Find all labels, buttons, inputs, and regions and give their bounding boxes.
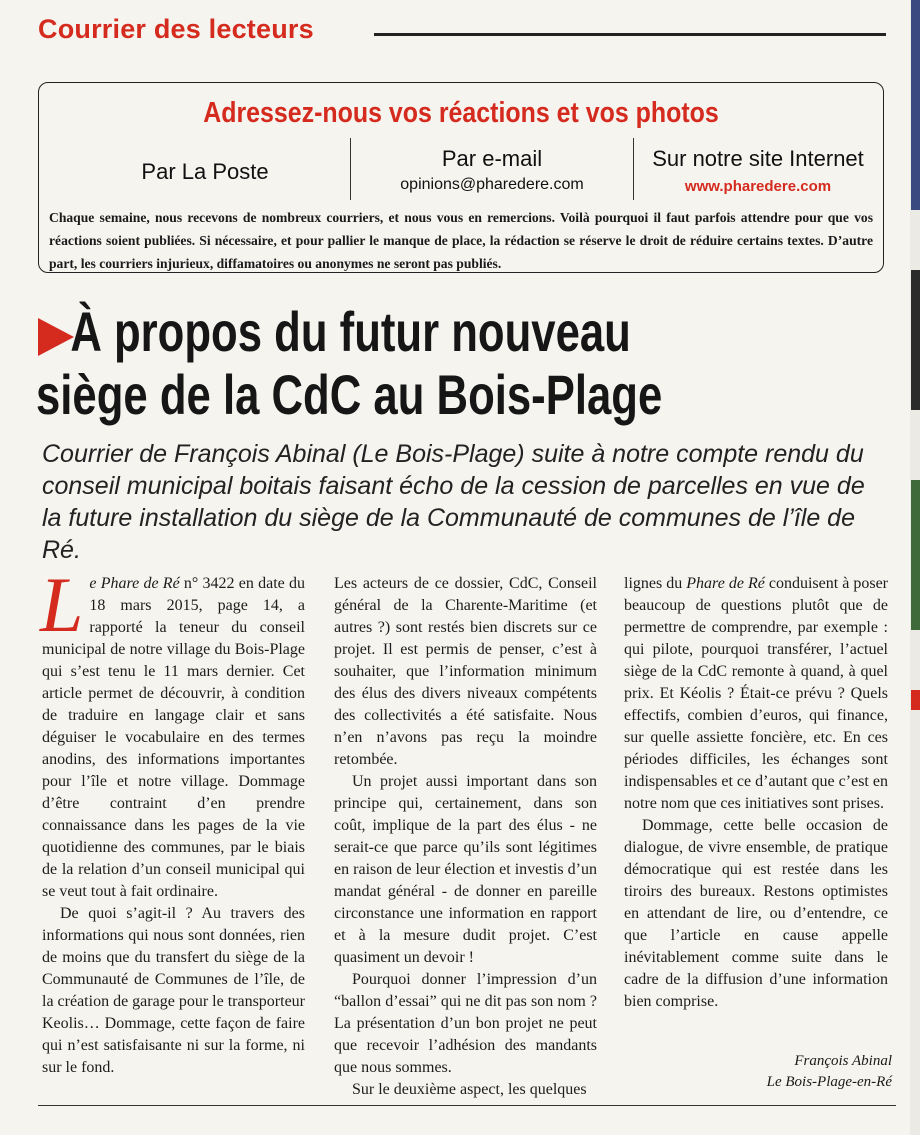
header-rule [374,33,886,36]
paragraph-1 [40,561,305,903]
channel-email [351,146,633,194]
paragraph-6: Sur le deuxième aspect, les quelques [352,1081,587,1098]
section-title: Courrier des lecteurs [38,14,314,44]
article-column-3 [624,573,888,1013]
article-standfirst: Courrier de François Abinal (Le Bois-Plage) suite à notre compte rendu du conseil municipal boitais faisant écho de la cession de parcelles en vue de la future installation du siège de la Communauté de communes de l’île de Ré. [42,440,865,564]
channel-web [633,146,883,195]
paragraph-3: Les acteurs de ce dossier, CdC, Conseil général de la Charente-Maritime (et autres ?) sont restés bien discrets sur ce projet. Il est permis de penser, c’est à souhaiter, que l’information minimum des élus des divers niveaux compétents des collectivités a été satisfaite. Nous n’en n’avons pas reçu la moindre retombée. [334,575,597,768]
paragraph-8: Dommage, cette belle occasion de dialogue, de vivre ensemble, de pratique démocratique qui est restée dans les tiroirs des bureaux. Restons optimistes en attendant de lire, ou d’entendre, ce que l’article en cause appelle inévitablement comme suite dans le cadre de la diffusion d’une information bien comprise. [624,817,888,1010]
bottom-rule [38,1105,896,1106]
dropcap-letter: L [40,561,84,648]
paragraph-5: Pourquoi donner l’impression d’un “ballon d’essai” qui ne dit pas son nom ? La présentation d’un bon projet ne peut que recevoir l’adhésion des mandants que nous sommes. [334,971,597,1076]
edge-color-block [911,270,920,410]
paragraph-7 [624,573,888,815]
paragraph-1-text: n° 3422 en date du 18 mars 2015, page 14, a rapporté la teneur du conseil municipal de notre village du Bois-Plage qui s’est tenu le 11 mars dernier. Cet article permet de découvrir, à condition de traduire en langage clair et sans déguiser le vocabulaire en des termes anodins, des informations importantes pour l’île et notre village. Dommage d’être contraint d’en prendre connaissance dans les pages de la vie quotidienne des communes, par le biais de la relation d’un conseil municipal qui se veut tout à fait ordinaire. [42,575,305,900]
post-label: Par La Poste [141,159,269,184]
article-column-1 [40,561,305,1079]
paragraph-7-text: conduisent à poser beaucoup de questions plutôt que de permettre de comprendre, par exemple : qui pilote, pourquoi transférer, l’actuel siège de la CdC remonte à quand, à quel prix. Et Kéolis ? Était-ce prévu ? Quels effectifs, combien d’euros, qui finance, sur quelle assiette foncière, etc. En ces périodes difficiles, les échanges sont indispensables et ce d’autant que c’est en notre nom que ces initiatives sont prises. [624,575,888,812]
edge-color-block [911,690,920,710]
headline-block [36,300,906,426]
edge-color-block [911,480,920,630]
signature-name: François Abinal [794,1053,892,1069]
newspaper-name: e Phare de Ré [89,575,180,592]
email-address[interactable]: opinions@pharedere.com [400,176,584,193]
headline-line-1: À propos du futur nouveau [70,300,631,363]
web-label: Sur notre site Internet [652,146,864,171]
signature [620,1051,892,1093]
headline-line-2: siège de la CdC au Bois-Plage [36,363,663,426]
section-header [38,14,886,50]
web-url-link[interactable]: www.pharedere.com [684,178,832,195]
article-headline [36,300,920,426]
contact-box [38,82,884,273]
channel-post [59,159,351,185]
email-label: Par e-mail [441,146,543,171]
newspaper-name: Phare de Ré [686,575,765,592]
contact-box-title: Adressez-nous vos réactions et vos photos [203,97,719,129]
contact-note: Chaque semaine, nous recevons de nombreux courriers, et nous vous en remercions. Voilà pourquoi il faut parfois attendre pour que vos réactions soient publiées. Si nécessaire, et pour pallier le manque de place, la rédaction se réserve le droit de réduire certains textes. D’autre part, les courriers injurieux, diffamatoires ou anonymes ne seront pas publiés. [49,210,873,271]
signature-place: Le Bois-Plage-en-Ré [766,1074,892,1090]
paragraph-4: Un projet aussi important dans son principe qui, certainement, dans son coût, implique de la part des élus - ne serait-ce que parce qu’ils sont légitimes en raison de leur élection et investis d’un mandat général - de donner en pareille circonstance une information en rapport et à la mesure dudit projet. C’est quasiment un devoir ! [334,773,597,966]
edge-color-block [911,0,920,210]
paragraph-2: De quoi s’agit-il ? Au travers des informations qui nous sont données, rien de moins que du transfert du siège de la Communauté de Communes de l’île, de la création de garage pour le transporteur Keolis… Dommage, cette façon de faire qui n’est satisfaisante ni sur la forme, ni sur le fond. [42,905,305,1076]
article-column-2 [334,573,597,1101]
paragraph-7-start: lignes du [624,575,687,592]
